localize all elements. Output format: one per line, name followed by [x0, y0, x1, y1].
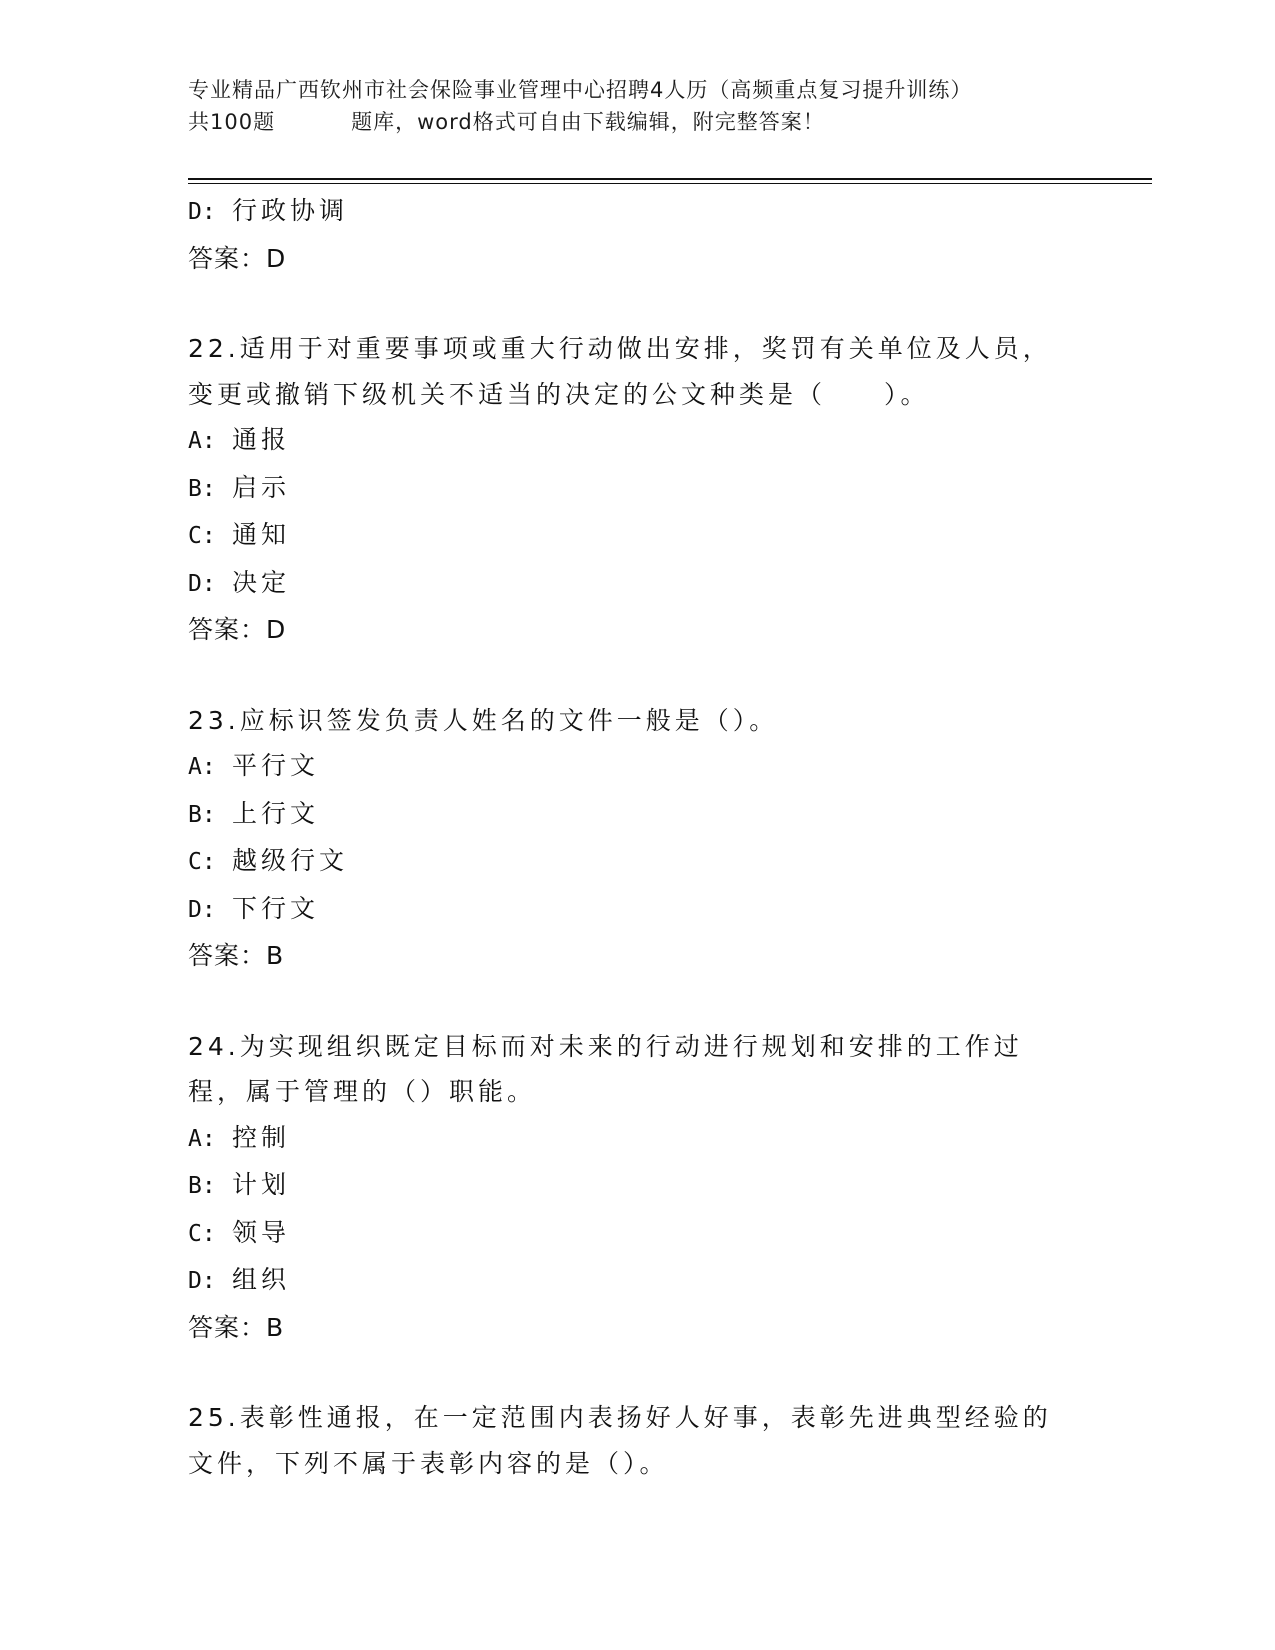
option-label: D:: [188, 1268, 216, 1294]
question-22: [188, 326, 1088, 653]
option-text: 行政协调: [232, 196, 349, 225]
option-label: C:: [188, 1220, 216, 1247]
document-content: [188, 188, 1088, 1486]
question-stem: 25.表彰性通报，在一定范围内表扬好人好事，表彰先进典型经验的文件，下列不属于表彰内容的是（）。: [188, 1403, 1052, 1478]
option-line: [188, 838, 1088, 886]
option-line: [188, 188, 1088, 236]
previous-question-fragment: [188, 188, 1088, 281]
option-text: 计划: [232, 1170, 291, 1199]
answer-line: 答案：D: [188, 243, 287, 273]
option-label: B:: [188, 801, 216, 828]
answer-line: 答案：D: [188, 615, 287, 644]
option-line: [188, 743, 1088, 791]
option-label: A:: [188, 754, 216, 780]
option-line: [188, 512, 1088, 560]
answer-line: 答案：B: [188, 1312, 285, 1342]
option-label: D:: [188, 199, 216, 225]
answer-line: 答案：B: [188, 941, 285, 970]
option-text: 决定: [232, 567, 291, 597]
option-text: 启示: [232, 472, 291, 502]
option-line: [188, 1115, 1088, 1163]
option-line: [188, 465, 1088, 513]
question-stem: 22.适用于对重要事项或重大行动做出安排，奖罚有关单位及人员，变更或撤销下级机关不适当的决定的公文种类是（ ）。: [188, 334, 1052, 409]
option-text: 通知: [232, 520, 291, 549]
header-title: 专业精品广西钦州市社会保险事业管理中心招聘4人历（高频重点复习提升训练）: [188, 78, 973, 102]
option-text: 组织: [232, 1265, 291, 1294]
option-text: 下行文: [232, 893, 320, 923]
header-rule-thick: [188, 178, 1152, 180]
header-rule-thin: [188, 183, 1152, 184]
option-label: B:: [188, 475, 216, 502]
option-text: 领导: [232, 1217, 291, 1247]
option-line: [188, 560, 1088, 608]
option-label: D:: [188, 896, 216, 923]
option-label: B:: [188, 1173, 216, 1199]
question-stem: 24.为实现组织既定目标而对未来的行动进行规划和安排的工作过程，属于管理的（）职能。: [188, 1031, 1023, 1106]
option-line: [188, 791, 1088, 839]
option-line: [188, 1210, 1088, 1258]
option-text: 控制: [232, 1122, 291, 1152]
option-label: A:: [188, 428, 216, 454]
option-line: [188, 1257, 1088, 1305]
option-text: 越级行文: [232, 846, 349, 875]
option-label: C:: [188, 523, 216, 549]
option-label: C:: [188, 849, 216, 875]
header-question-count: 共100题: [188, 110, 276, 134]
option-label: A:: [188, 1125, 216, 1152]
option-text: 通报: [232, 425, 291, 454]
option-label: D:: [188, 570, 216, 597]
option-text: 平行文: [232, 751, 320, 780]
question-25: [188, 1395, 1088, 1486]
option-line: [188, 1162, 1088, 1210]
option-line: [188, 417, 1088, 465]
header-description: 题库，word格式可自由下载编辑，附完整答案！: [351, 110, 825, 134]
page-header: [188, 74, 1088, 138]
question-23: [188, 698, 1088, 979]
question-stem: 23.应标识签发负责人姓名的文件一般是（）。: [188, 705, 779, 735]
header-subtitle: [188, 106, 1088, 138]
option-line: [188, 886, 1088, 934]
question-24: [188, 1024, 1088, 1351]
option-text: 上行文: [232, 798, 320, 828]
